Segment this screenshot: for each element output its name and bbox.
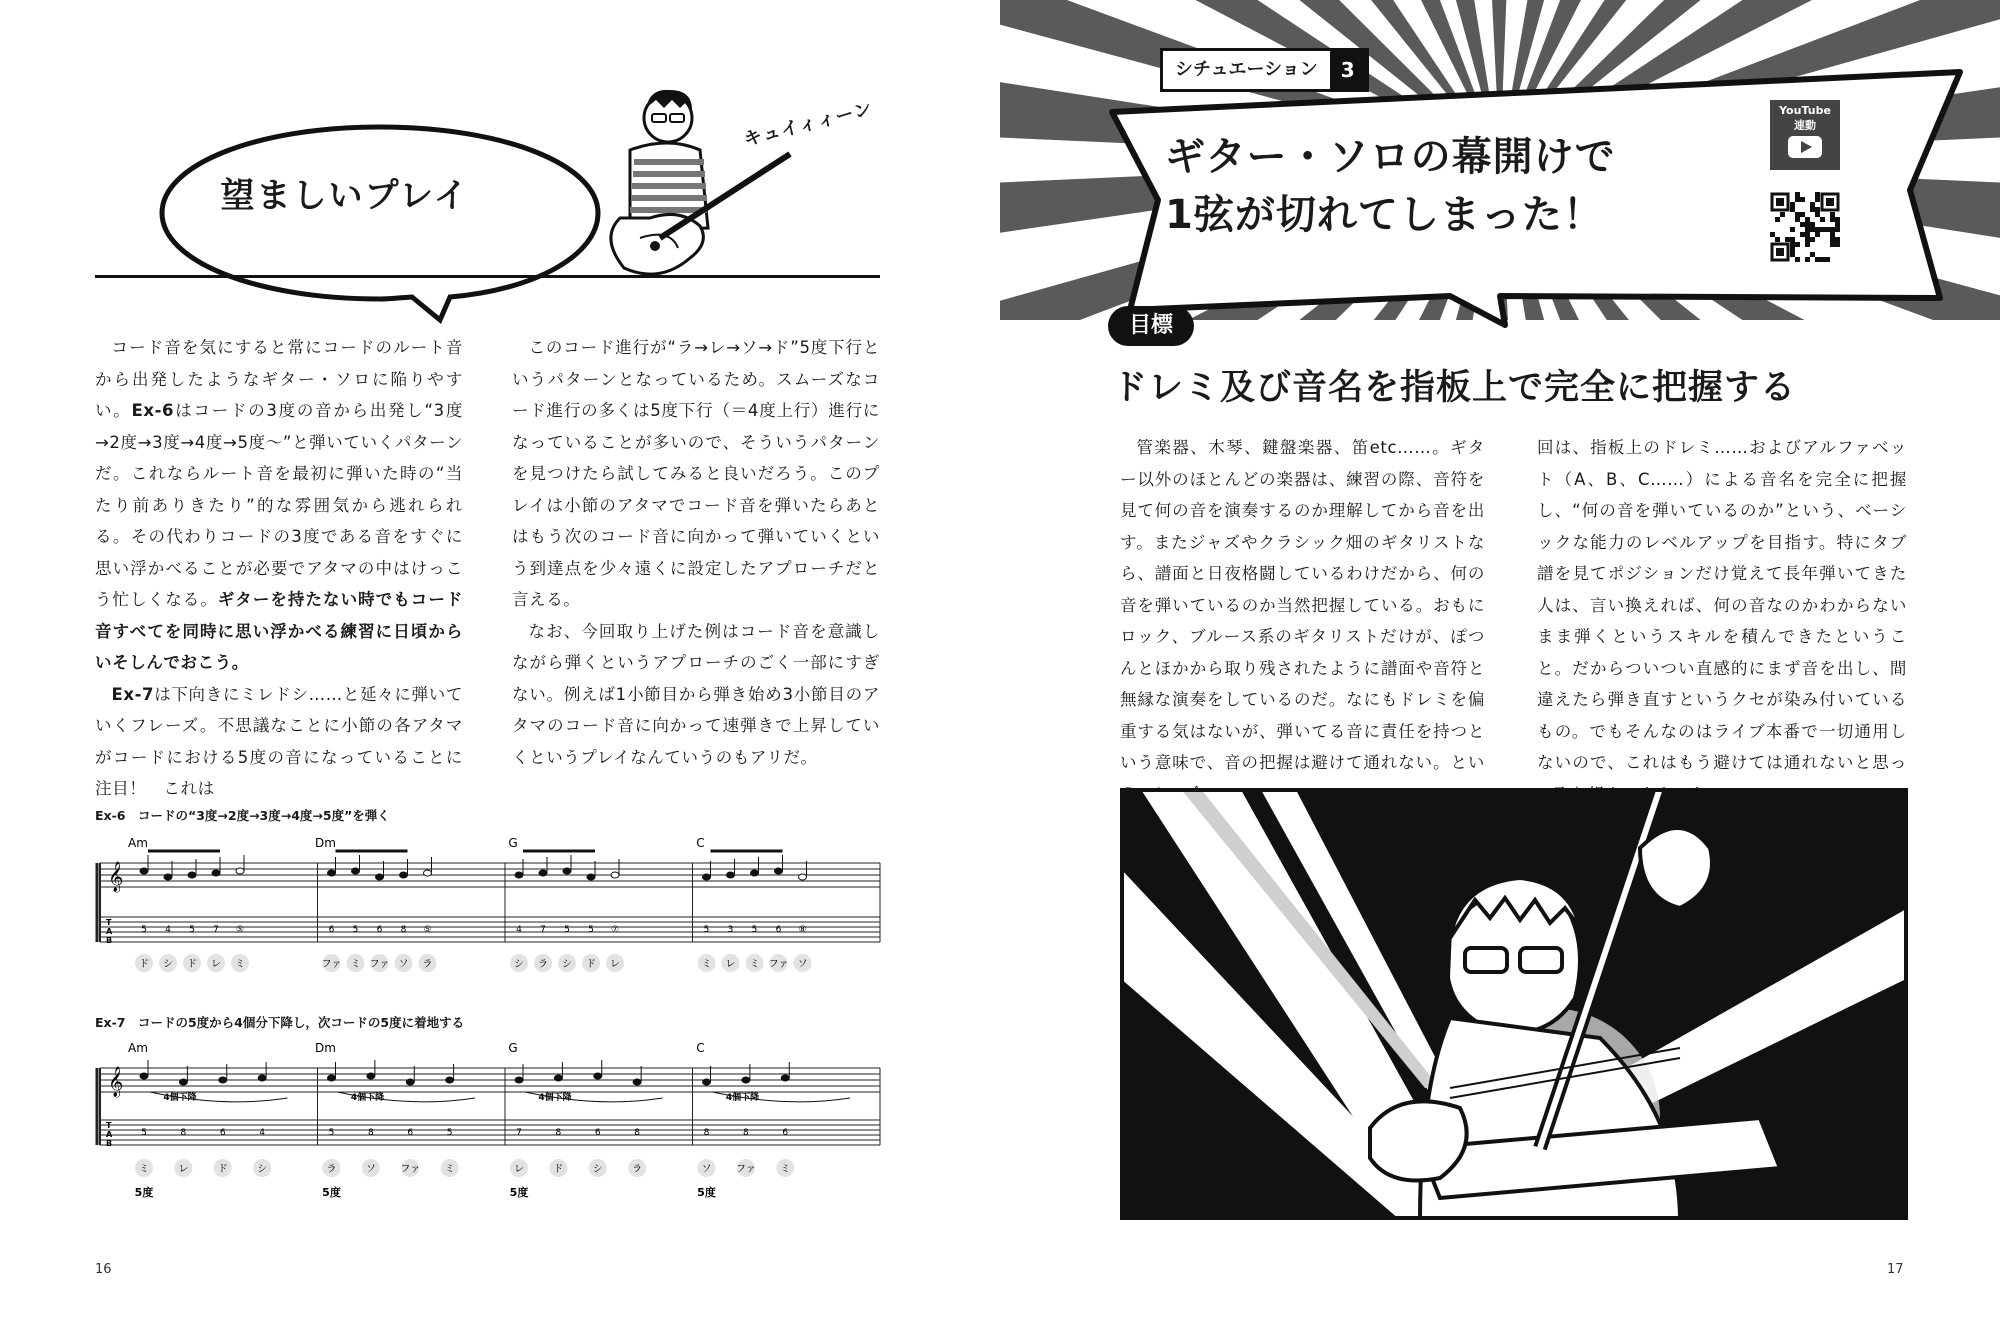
tab-number: 5 (703, 925, 710, 935)
note-head (219, 1077, 227, 1083)
text-run: はコードの3度の音から出発し“3度→2度→3度→4度→5度～”と弾いていくパターンだ。これならルート音を最初に弾いた時の“当たり前ありきたり”的な雰囲気から逃れられる。その代わりコードの3度である音をすぐに思い浮かべることが必要でアタマの中はけっこう忙しくなる。 (95, 401, 463, 609)
note-name: ファ (369, 959, 390, 970)
note-head (236, 868, 244, 874)
paragraph (95, 679, 463, 805)
note-name: ド (553, 1164, 564, 1175)
youtube-sub-label: 連動 (1794, 119, 1816, 132)
tab-clef: B (106, 1139, 113, 1148)
tab-number: 7 (213, 925, 219, 935)
note-name: ミ (780, 1164, 791, 1175)
tab-number: 8 (703, 1128, 710, 1138)
note-head (424, 870, 432, 876)
text-run: このコード進行が“ラ→レ→ソ→ド”5度下行というパターンとなっているため。スムーズなコード進行の多くは5度下行（＝4度上行）進行になっていることが多いので、そういうパターンを見つけたら試してみると良いだろう。このプレイは小節のアタマでコード音を弾いたらあとはもう次のコード音に向かって弾いていくという到達点を少々遠くに設定したアプローチだと言える。 (512, 338, 880, 609)
tab-number: 3 (727, 925, 734, 935)
note-head (140, 1073, 148, 1079)
ex7-title: Ex-7 コードの5度から4個分下降し，次コードの5度に着地する (95, 1015, 465, 1030)
note-head (406, 1079, 414, 1085)
tab-clef: T (106, 1121, 112, 1130)
note-name: ミ (235, 959, 245, 970)
note-head (611, 872, 619, 878)
note-name: ソ (701, 1164, 712, 1175)
sfx-text: キュイィィーン (741, 98, 875, 151)
tab-number: ⑤ (235, 925, 245, 935)
tab-number: 4 (516, 925, 522, 935)
note-name: ファ (768, 959, 789, 970)
note-name: ド (187, 959, 197, 970)
note-name: ミ (139, 1164, 149, 1175)
degree-label: 5度 (509, 1186, 529, 1199)
tab-number: 5 (564, 925, 570, 935)
note-head (594, 1073, 602, 1079)
degree-label: 5度 (697, 1186, 716, 1199)
note-name: レ (514, 1164, 524, 1175)
tab-number: 6 (219, 1128, 226, 1138)
arrow-label: 4個下降 (163, 1093, 197, 1103)
paragraph (512, 332, 880, 616)
note-name: レ (610, 959, 620, 970)
note-head (258, 1075, 266, 1081)
note-name: シ (592, 1164, 603, 1175)
paragraph (512, 616, 880, 774)
tab-number: 8 (400, 925, 407, 935)
title-line-2: 1弦が切れてしまった！ (1165, 192, 1604, 238)
bubble-title: 望ましいプレイ (220, 176, 470, 216)
note-name: ド (586, 959, 596, 970)
degree-label: 5度 (134, 1186, 154, 1199)
note-name: レ (178, 1164, 189, 1175)
note-name: シ (163, 959, 173, 970)
chord-symbol: G (508, 1041, 518, 1055)
note-name: ファ (400, 1164, 421, 1175)
tab-number: 4 (259, 1128, 265, 1138)
right-body-col1: 管楽器、木琴、鍵盤楽器、笛etc……。ギター以外のほとんどの楽器は、練習の際、音符を見て何の音を演奏するのか理解してから音を出す。またジャズやクラシック畑のギタリストなら、譜面と日夜格闘しているわけだから、何の音を弾いているのか当然把握している。おもにロック、ブルース系のギタリストだけが、ぽつんとほかから取り残されたように譜面や音符と無縁な演奏をしているのだ。なにもドレミを偏重する気はないが、弾いてる音に責任を持つという意味で、音の把握は避けて通れない。とい (1120, 438, 1485, 772)
tab-number: 6 (328, 925, 335, 935)
tab-number: 6 (376, 925, 383, 935)
note-head (799, 874, 807, 880)
page-number-right: 17 (1887, 1262, 1904, 1277)
tab-number: 6 (782, 1128, 789, 1138)
note-head (727, 872, 735, 878)
tab-number: 6 (775, 925, 782, 935)
note-head (446, 1077, 454, 1083)
note-head (703, 874, 711, 880)
note-head (633, 1079, 641, 1085)
speech-bubble (150, 115, 610, 325)
note-head (539, 870, 547, 876)
tab-clef: A (106, 927, 113, 936)
text-run: コード音を気にすると常にコードのルート音から出発したようなギター・ソロに陥りやすい。 (95, 338, 463, 420)
tab-number: 5 (446, 1128, 453, 1138)
left-body-col1 (95, 332, 463, 805)
treble-clef-icon: 𝄞 (108, 862, 124, 892)
note-head (751, 870, 759, 876)
note-head (188, 872, 196, 878)
arrow-label: 4個下降 (350, 1093, 385, 1103)
note-name: ソ (365, 1164, 376, 1175)
situation-number: 3 (1330, 51, 1366, 89)
note-head (400, 872, 408, 878)
qr-code-icon[interactable] (1770, 192, 1840, 262)
situation-label: シチュエーション (1175, 59, 1318, 80)
note-name: レ (211, 959, 221, 970)
youtube-badge[interactable] (1770, 100, 1840, 170)
note-head (515, 872, 523, 878)
note-name: ミ (701, 959, 712, 970)
tab-number: ⑧ (798, 925, 807, 935)
note-head (164, 874, 172, 880)
note-name: ミ (749, 959, 760, 970)
note-head (328, 870, 336, 876)
tab-number: 5 (328, 1128, 335, 1138)
note-name: ソ (797, 959, 808, 970)
chord-symbol: Am (128, 836, 148, 850)
note-head (587, 874, 595, 880)
note-head (515, 1077, 523, 1083)
note-name: ソ (398, 959, 409, 970)
bold-text: Ex-7 (111, 684, 155, 704)
chord-symbol: Dm (315, 1041, 336, 1055)
youtube-label: YouTube (1779, 104, 1831, 117)
header-rule (95, 275, 880, 278)
tab-number: 6 (407, 1128, 414, 1138)
right-page (1000, 0, 2000, 1333)
note-name: ラ (632, 1164, 643, 1175)
tab-number: 5 (751, 925, 758, 935)
note-name: ド (139, 959, 149, 970)
note-name: ラ (422, 959, 433, 970)
note-name: ド (217, 1164, 228, 1175)
paragraph (95, 332, 463, 679)
arrow-label: 4個下降 (538, 1093, 572, 1103)
page-number-left: 16 (95, 1262, 112, 1277)
note-head (781, 1075, 789, 1081)
chord-symbol: G (508, 836, 518, 850)
note-head (775, 868, 783, 874)
chord-symbol: Am (128, 1041, 148, 1055)
tab-number: 8 (368, 1128, 374, 1138)
tab-number: 6 (594, 1128, 601, 1138)
note-head (140, 868, 148, 874)
goal-text: ドレミ及び音名を指板上で完全に把握する (1112, 368, 1797, 408)
text-run: は下向きにミレドシ……と延々に弾いていくフレーズ。不思議なことに小節の各アタマがコードにおける5度の音になっていることに注目！ これは (95, 684, 463, 798)
tab-number: 8 (180, 1128, 187, 1138)
note-head (212, 870, 220, 876)
title-line-1: ギター・ソロの幕開けで (1165, 134, 1616, 180)
bold-text: Ex-6 (131, 401, 175, 420)
ex6-title: Ex-6 コードの“3度→2度→3度→4度→5度”を弾く (95, 808, 390, 823)
tab-number: 5 (588, 925, 594, 935)
tab-clef: T (106, 918, 112, 927)
arrow-label: 4個下降 (725, 1093, 760, 1103)
note-name: ミ (444, 1164, 455, 1175)
note-head (703, 1079, 711, 1085)
tab-clef: A (106, 1130, 113, 1139)
chord-symbol: C (696, 1041, 705, 1055)
tab-number: 5 (141, 1128, 147, 1138)
text-run: なお、今回取り上げた例はコード音を意識しながら弾くというアプローチのごく一部にすぎない。例えば1小節目から弾き始め3小節目のアタマのコード音に向かって速弾きで上昇していくというプレイなんていうのもアリだ。 (512, 621, 880, 767)
note-name: ラ (538, 959, 548, 970)
play-icon (1788, 136, 1822, 158)
note-name: シ (257, 1164, 268, 1175)
chord-symbol: C (696, 836, 705, 850)
note-name: ラ (326, 1164, 337, 1175)
note-head (376, 874, 384, 880)
note-name: ファ (321, 959, 342, 970)
note-head (554, 1075, 562, 1081)
note-head (328, 1075, 336, 1081)
manga-panel (1120, 788, 1908, 1220)
tab-clef: B (106, 936, 113, 945)
tab-number: 7 (516, 1128, 522, 1138)
tab-number: 7 (540, 925, 546, 935)
note-name: ファ (735, 1164, 756, 1175)
tab-number: 8 (634, 1128, 640, 1138)
treble-clef-icon: 𝄞 (108, 1067, 124, 1097)
tab-number: 5 (141, 925, 147, 935)
note-name: レ (725, 959, 736, 970)
ex7-staff (95, 1040, 885, 1200)
guitarist-illustration (600, 78, 800, 288)
tab-number: 5 (352, 925, 359, 935)
right-body-col2: 回は、指板上のドレミ……およびアルファベット（A、B、C……）による音名を完全に把握し、“何の音を弾いているのか”という、ベーシックな能力のレベルアップを目指す。特にタブ譜を見てポジションだけ覚えて長年弾いてきた人は、言い換えれば、何の音なのかわからないまま弾くというスキルを積んできたということ。だからついつい直感的にまず音を出し、間違えたら弾き直すというクセが染み付いているもの。でもそんなのはライブ本番で一切通用しないので、これはもう避けては通れないと思っ (1537, 438, 1907, 772)
bold-text: ギターを持たない時でもコード音すべてを同時に思い浮かべる練習に日頃からいそしんでおこう。 (95, 590, 463, 672)
note-head (352, 868, 360, 874)
tab-number: 8 (743, 1128, 749, 1138)
note-name: シ (514, 959, 524, 970)
note-head (179, 1079, 187, 1085)
note-head (742, 1077, 750, 1083)
tab-number: 4 (165, 925, 171, 935)
tab-number: 8 (555, 1128, 562, 1138)
goal-badge: 目標 (1108, 306, 1194, 346)
left-body-col2 (512, 332, 880, 773)
note-name: シ (562, 959, 572, 970)
degree-label: 5度 (322, 1186, 341, 1199)
note-name: ミ (350, 959, 361, 970)
chord-symbol: Dm (315, 836, 336, 850)
ex6-staff (95, 835, 885, 985)
note-head (563, 868, 571, 874)
tab-number: 5 (189, 925, 195, 935)
tab-number: ⑤ (423, 925, 432, 935)
note-head (367, 1073, 375, 1079)
tab-number: ⑦ (610, 925, 620, 935)
